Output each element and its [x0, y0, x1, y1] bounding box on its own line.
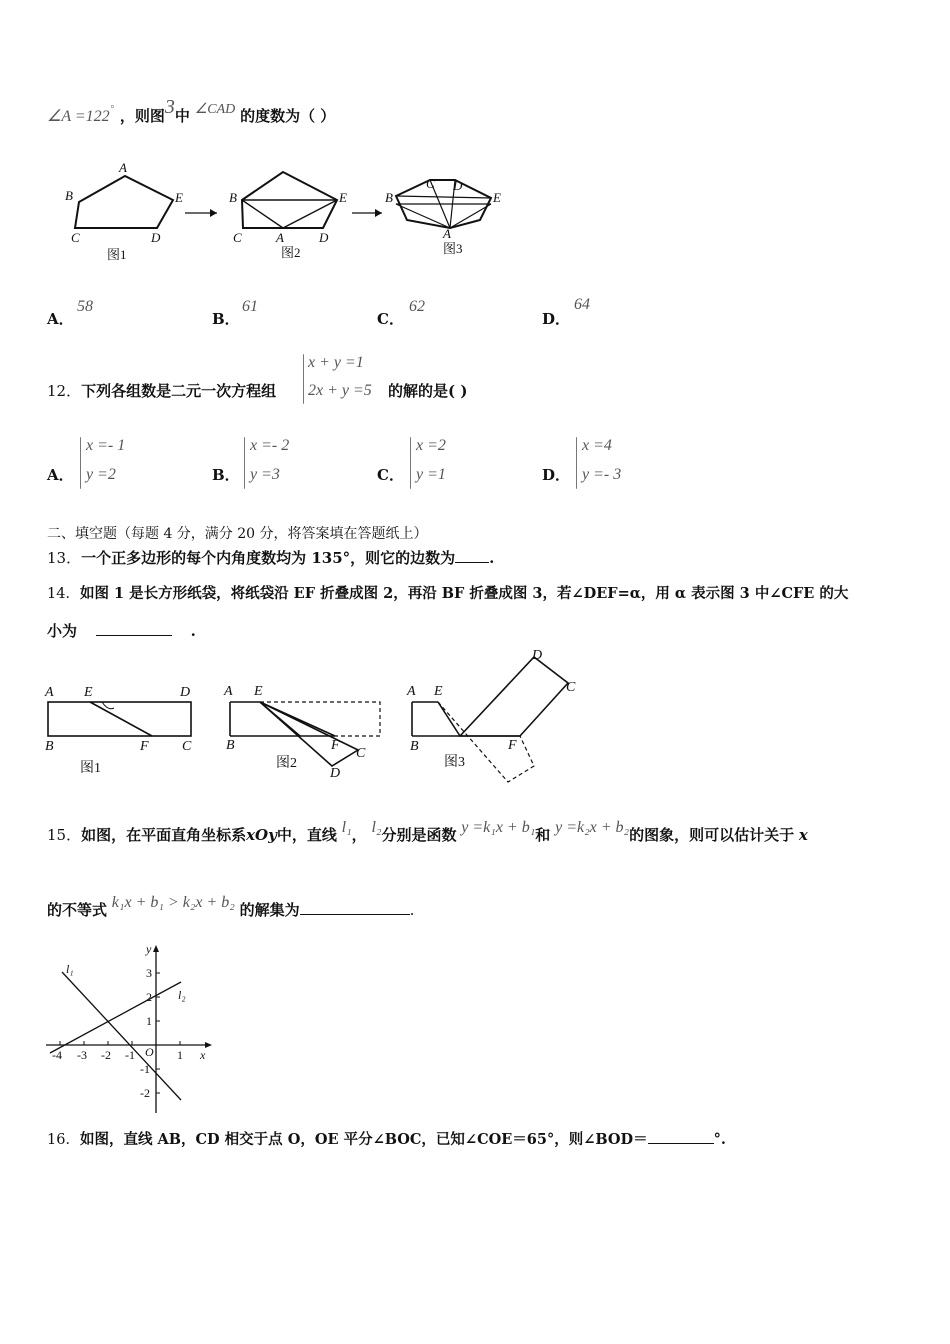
- fig1-label: 图1: [107, 247, 127, 262]
- q16-stem: 16．如图，直线 AB，CD 相交于点 O，OE 平分∠BOC，已知∠COE＝65°，则∠BOD＝ °.: [47, 1131, 726, 1148]
- q11-option-d: 64: [574, 296, 590, 313]
- y-axis-label: y: [146, 942, 152, 956]
- q12-option-d-y: y =- 3: [582, 466, 622, 483]
- x-tick-label: -1: [125, 1048, 135, 1062]
- svg-text:A: A: [407, 684, 416, 699]
- svg-text:B: B: [65, 188, 73, 203]
- svg-text:C: C: [233, 230, 242, 245]
- svg-text:E: E: [434, 684, 443, 699]
- svg-text:F: F: [331, 738, 340, 753]
- svg-text:B: B: [45, 739, 54, 754]
- q16-answer-blank[interactable]: [648, 1143, 714, 1144]
- svg-text:C: C: [426, 176, 435, 191]
- q13-stem: 13．一个正多边形的每个内角度数均为 135°，则它的边数为 .: [47, 549, 495, 567]
- svg-text:E: E: [84, 685, 93, 700]
- svg-text:D: D: [532, 648, 543, 663]
- q15-inequality: k₁x + b₁ > k₂x + b₂: [111, 894, 235, 911]
- svg-text:D: D: [151, 230, 161, 245]
- q12-option-c-y: y =1: [416, 466, 446, 483]
- q12-option-a-y: y =2: [86, 466, 116, 483]
- svg-text:A: A: [119, 160, 127, 175]
- x-tick-label: -2: [101, 1048, 111, 1062]
- line-l2: [50, 982, 181, 1053]
- q14-answer-blank[interactable]: [96, 635, 172, 636]
- svg-text:A: A: [276, 230, 284, 245]
- section2-title: 二、填空题（每题 4 分，满分 20 分，将答案填在答题纸上）: [47, 526, 428, 542]
- origin-label: O: [145, 1045, 154, 1059]
- q14-fig2-label: 图2: [276, 756, 297, 771]
- q15-function-1: y =k₁x + b₁: [461, 819, 536, 836]
- q11-angle-expr: ∠A =122: [47, 108, 110, 125]
- q14-stem-line2: 小为 .: [47, 622, 196, 640]
- q13-answer-blank[interactable]: [455, 562, 489, 563]
- l2-label: l₂: [178, 988, 186, 1002]
- svg-text:E: E: [175, 190, 183, 205]
- svg-text:C: C: [71, 230, 80, 245]
- q12-option-b-y: y =3: [250, 466, 280, 483]
- q12-eq2: 2x + y =5: [308, 382, 372, 399]
- q11-option-b: 61: [242, 298, 258, 315]
- svg-text:B: B: [410, 739, 419, 754]
- q12-option-d-x: x =4: [582, 437, 612, 454]
- q15-answer-blank[interactable]: [300, 914, 410, 915]
- q12-option-a-x: x =- 1: [86, 437, 126, 454]
- y-tick-label: -2: [140, 1086, 150, 1100]
- q11-angle-name: ∠CAD: [194, 102, 236, 117]
- q15-function-2: y =k₂x + b₂: [555, 819, 630, 836]
- q14-fig1-label: 图1: [80, 761, 101, 776]
- fig2-label: 图2: [281, 245, 301, 260]
- x-tick-label: -3: [77, 1048, 87, 1062]
- q12-option-b-x: x =- 2: [250, 437, 290, 454]
- svg-text:C: C: [356, 746, 366, 761]
- y-tick-label: 3: [146, 966, 152, 980]
- q12-option-c-x: x =2: [416, 437, 446, 454]
- svg-text:B: B: [229, 190, 237, 205]
- svg-text:B: B: [226, 738, 235, 753]
- q14-stem: 14．如图 1 是长方形纸袋，将纸袋沿 EF 折叠成图 2，再沿 BF 折叠成图 3，若∠DEF=α，用 α 表示图 3 中∠CFE 的大: [47, 585, 849, 602]
- svg-text:E: E: [493, 190, 501, 205]
- fig1-pentagon: [75, 176, 173, 228]
- svg-text:D: D: [319, 230, 329, 245]
- y-tick-label: -1: [140, 1062, 150, 1076]
- q14-fig3-label: 图3: [444, 755, 465, 770]
- fig3-label: 图3: [443, 241, 463, 256]
- svg-text:D: D: [180, 685, 191, 700]
- svg-text:B: B: [385, 190, 393, 205]
- svg-text:E: E: [254, 684, 263, 699]
- y-tick-label: 2: [146, 990, 152, 1004]
- svg-text:C: C: [182, 739, 192, 754]
- q15-graph: [40, 935, 225, 1115]
- svg-text:F: F: [140, 739, 149, 754]
- svg-text:D: D: [330, 766, 341, 781]
- l1-label: l₁: [66, 962, 74, 976]
- x-axis-label: x: [200, 1048, 206, 1062]
- q11-figures: [55, 158, 515, 268]
- svg-text:A: A: [443, 226, 451, 241]
- q12-stem: 12．下列各组数是二元一次方程组: [47, 382, 277, 400]
- svg-text:A: A: [224, 684, 233, 699]
- q12-eq1: x + y =1: [308, 354, 364, 371]
- svg-text:E: E: [339, 190, 347, 205]
- svg-text:C: C: [566, 680, 576, 695]
- q14-figures: [40, 645, 600, 785]
- svg-text:A: A: [45, 685, 54, 700]
- q15-stem: 15．如图，在平面直角坐标系xOy中，直线 l₁， l₂分别是函数 y =k₁x + b₁和 y =k₂x + b₂的图象，则可以估计关于 x: [47, 819, 808, 844]
- q11-option-c: 62: [409, 298, 425, 315]
- y-tick-label: 1: [146, 1014, 152, 1028]
- x-tick-label: -4: [52, 1048, 62, 1062]
- q15-stem-line2: 的不等式 k₁x + b₁ > k₂x + b₂ 的解集为 .: [47, 894, 415, 919]
- q11-stem: ∠A =122˚ ，则图3中 ∠CAD 的度数为（ ）: [47, 96, 336, 125]
- q11-option-a: 58: [77, 298, 93, 315]
- svg-text:F: F: [508, 738, 517, 753]
- x-tick-label: 1: [177, 1048, 183, 1062]
- svg-text:D: D: [453, 178, 463, 193]
